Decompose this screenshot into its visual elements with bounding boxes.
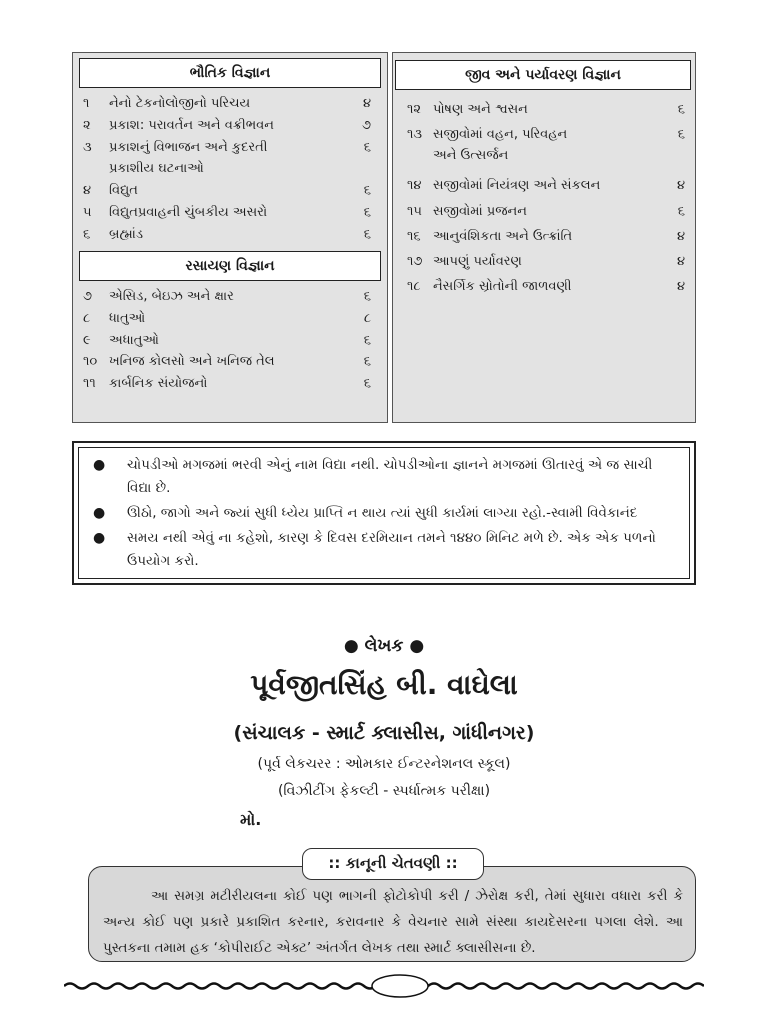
toc-entry: ૮ ધાતુઓ ૮ bbox=[83, 311, 371, 326]
legal-warning-box bbox=[88, 866, 696, 962]
footer-ornament bbox=[64, 972, 704, 1000]
author-name: પૂર્વજીતસિંહ બી. વાઘેલા bbox=[250, 668, 518, 701]
chemistry-heading: રસાયણ વિજ્ઞાન bbox=[79, 251, 381, 281]
toc-entry: ૩ પ્રકાશનું વિભાજન અને કુદરતી પ્રકાશીય ઘટનાઓ ૬ bbox=[83, 140, 371, 176]
toc-entry: ૨ પ્રકાશ: પરાવર્તન અને વક્રીભવન ૭ bbox=[83, 118, 371, 133]
toc-entry: ૧૫ સજીવોમાં પ્રજનન ૬ bbox=[407, 204, 685, 219]
toc-entry: ૧૭ આપણું પર્યાવરણ ૪ bbox=[407, 254, 685, 269]
quote-item: ● સમય નથી એવું ના કહેશો, કારણ કે દિવસ દરમિયાન તમને ૧૪૪૦ મિનિટ મળે છે. એક એક પળનો ઉપયોગ કરો. bbox=[87, 527, 679, 573]
toc-entry: ૧૦ ખનિજ કોલસો અને ખનિજ તેલ ૬ bbox=[83, 354, 371, 369]
legal-warning-text: આ સમગ્ર મટીરીયલના કોઈ પણ ભાગની ફોટોકોપી કરી / ઝેરોક્ષ કરી, તેમાં સુધારા વધારા કરી કે અન્ય કોઈ પણ પ્રકારે પ્રકાશિત કરનાર, કરાવનાર કે વેચનાર સામે સંસ્થા કાયદેસરના પગલા લેશે. આ પુસ્તકના તમામ હક ‘કોપીરાઈટ એક્ટ’ અંતર્ગત લેખક તથા સ્માર્ટ ક્લાસીસના છે. bbox=[103, 888, 683, 956]
biology-heading: જીવ અને પર્યાવરણ વિજ્ઞાન bbox=[395, 60, 691, 90]
toc-entry: ૧૮ નૈસર્ગિક સ્રોતોની જાળવણી ૪ bbox=[407, 279, 685, 294]
bullet-icon: ● bbox=[93, 457, 106, 473]
toc-entry: ૧૧ કાર્બનિક સંયોજનો ૬ bbox=[83, 376, 371, 391]
toc-entry: ૯ અધાતુઓ ૬ bbox=[83, 333, 371, 348]
toc-entry: ૧૩ સજીવોમાં વહન, પરિવહન અને ઉત્સર્જન ૬ bbox=[407, 127, 685, 163]
toc-entry: ૧૪ સજીવોમાં નિયંત્રણ અને સંકલન ૪ bbox=[407, 178, 685, 193]
quotes-box bbox=[72, 441, 696, 585]
toc-left-column bbox=[72, 52, 388, 423]
physics-heading: ભૌતિક વિજ્ઞાન bbox=[79, 58, 381, 88]
toc-entry: ૧૬ આનુવંશિકતા અને ઉત્ક્રાંતિ ૪ bbox=[407, 229, 685, 244]
legal-warning-title: :: કાનૂની ચેતવણી :: bbox=[302, 848, 484, 880]
toc-entry: ૬ બ્રહ્માંડ ૬ bbox=[83, 227, 371, 242]
quote-item: ● ઊઠો, જાગો અને જ્યાં સુધી ધ્યેય પ્રાપ્તિ ન થાય ત્યાં સુધી કાર્યમાં લાગ્યા રહો.-સ્વામી વિવેકાનંદ bbox=[87, 502, 679, 525]
page-number-oval bbox=[372, 975, 428, 997]
author-label: ● લેખક ● bbox=[343, 636, 425, 656]
quote-item: ● ચોપડીઓ મગજમાં ભરવી એનું નામ વિદ્યા નથી. ચોપડીઓના જ્ઞાનને મગજમાં ઊતારવું એ જ સાચી વિદ્યા છે. bbox=[87, 454, 679, 500]
toc-entry: ૧ નેનો ટેકનોલોજીનો પરિચય ૪ bbox=[83, 96, 371, 111]
table-of-contents bbox=[72, 52, 696, 423]
toc-entry: ૪ વિદ્યુત ૬ bbox=[83, 183, 371, 198]
author-visiting-role: (વિઝીટીંગ ફેકલ્ટી - સ્પર્ધાત્મક પરીક્ષા) bbox=[277, 783, 491, 799]
mobile-label: મો. bbox=[240, 810, 262, 829]
bullet-icon: ● bbox=[93, 530, 106, 546]
toc-entry: ૧૨ પોષણ અને શ્વસન ૬ bbox=[407, 102, 685, 117]
toc-entry: ૭ એસિડ, બેઇઝ અને ક્ષાર ૬ bbox=[83, 289, 371, 304]
toc-right-column bbox=[392, 52, 696, 423]
bullet-icon: ● bbox=[93, 505, 106, 521]
toc-entry: ૫ વિદ્યુતપ્રવાહની ચુંબકીય અસરો ૬ bbox=[83, 205, 371, 220]
author-role: (સંચાલક - સ્માર્ટ ક્લાસીસ, ગાંધીનગર) bbox=[233, 722, 535, 744]
author-former-role: (પૂર્વ લેકચરર : ઓમકાર ઈન્ટરનેશનલ સ્કૂલ) bbox=[257, 756, 511, 772]
